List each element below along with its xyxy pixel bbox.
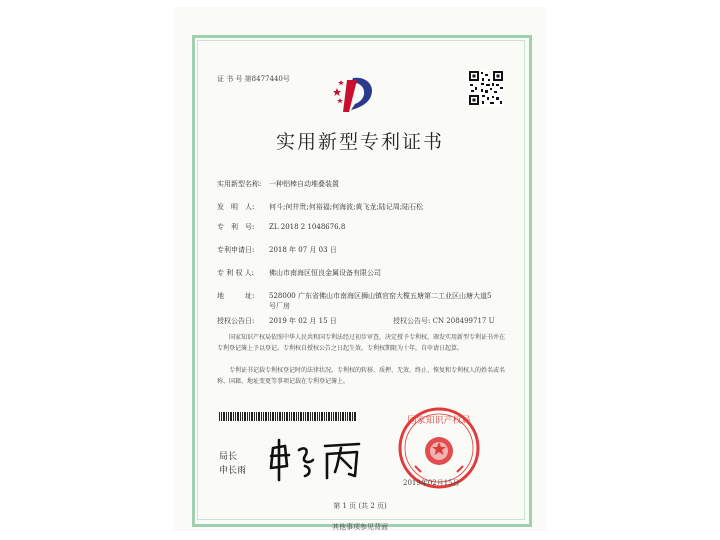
field-address	[217, 291, 509, 311]
field-value: ZL 2018 2 1048676.8	[269, 223, 346, 231]
field-inventors	[217, 202, 423, 212]
field-value: 528000 广东省佛山市南海区狮山镇官窑大榄五塘第二工业区山塘大道5号厂房	[269, 292, 492, 310]
certificate-title: 实用新型专利证书	[275, 131, 444, 153]
cnipa-logo-icon	[333, 74, 381, 116]
barcode-icon	[219, 412, 357, 421]
field-value: 佛山市南海区恒良金属设备有限公司	[269, 269, 381, 277]
seal-date: 2019年02月15日	[403, 479, 460, 487]
svg-text:国家知识产权局: 国家知识产权局	[407, 416, 471, 426]
field-grant-date	[217, 316, 337, 326]
grant-statement: 国家知识产权局依照中华人民共和国专利法经过初步审查，决定授予专利权，颁发实用新型专利证书并在专利登记簿上予以登记。专利权自授权公告之日起生效。专利权期限为十年，自申请日起算。	[217, 334, 506, 352]
qr-code-icon	[468, 70, 504, 106]
legal-status-statement: 专利证书记载专利权登记时的法律状况。专利权的转移、质押、无效、终止、恢复和专利权人的姓名或名称、国籍、地址变更等事项记载在专利登记簿上。	[217, 367, 506, 385]
page-indicator: 第 1 页 (共 2 页)	[333, 502, 387, 510]
footer-note: 其他事项参见背面	[332, 523, 388, 531]
signature-icon	[265, 436, 375, 482]
certificate-sheet	[175, 8, 545, 530]
field-label: 实用新型名称:	[217, 180, 262, 188]
certificate-number: 证 书 号 第8477440号	[217, 75, 290, 83]
director-title: 局长	[219, 452, 238, 462]
field-value: 2019 年 02 月 15 日	[269, 317, 337, 325]
field-value: 何斗;何井贵;何裕福;何海波;黄飞龙;陆记周;陆石松	[269, 203, 424, 211]
field-patent-number	[217, 222, 345, 232]
field-value: 2018 年 07 月 03 日	[269, 246, 337, 254]
field-utility-name	[217, 179, 339, 189]
field-application-date	[217, 245, 337, 255]
field-label: 专利申请日:	[217, 246, 255, 254]
field-label: 专 利 号:	[217, 223, 255, 231]
field-label: 地 址:	[217, 292, 255, 300]
field-label: 专 利 权 人:	[217, 269, 255, 277]
field-value: 一种铝棒自动堆叠装置	[269, 180, 339, 188]
publication-number: 授权公告号: CN 208499717 U	[393, 317, 495, 325]
field-label: 发 明 人:	[217, 203, 255, 211]
field-patentee	[217, 268, 381, 278]
director-name: 申长雨	[219, 466, 247, 476]
field-label: 授权公告日:	[217, 317, 255, 325]
